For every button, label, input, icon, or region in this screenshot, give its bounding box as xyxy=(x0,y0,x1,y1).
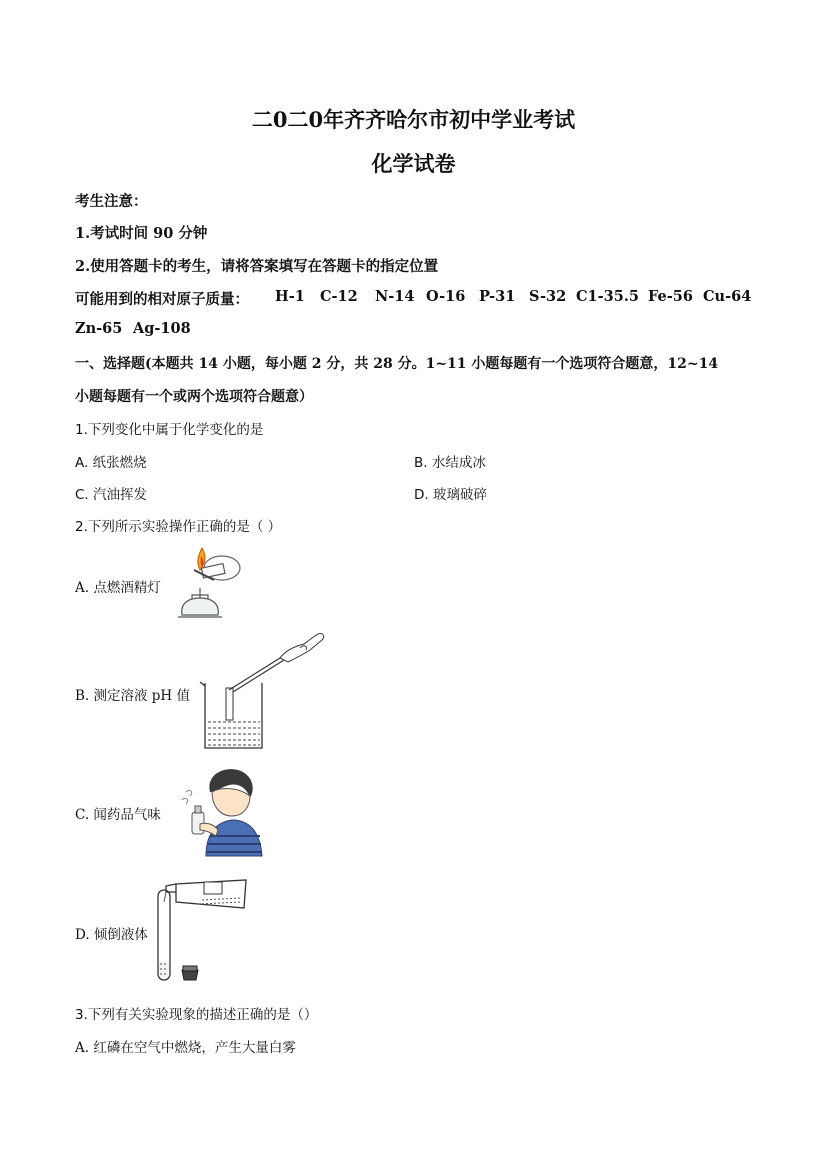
question-2-option-c[interactable]: C. 闻药品气味 xyxy=(75,807,161,823)
section-heading-line-1: 一、选择题(本题共 14 小题，每小题 2 分，共 28 分。1~11 小题每题有一个选项符合题意，12~14 xyxy=(75,356,719,372)
exam-title: 二0二0年齐齐哈尔市初中学业考试 xyxy=(251,107,576,132)
question-1-option-c[interactable]: C. 汽油挥发 xyxy=(75,487,148,503)
atomic-mass-item: C-12 xyxy=(320,288,358,305)
atomic-mass-row xyxy=(75,288,755,308)
exam-subtitle: 化学试卷 xyxy=(371,151,456,176)
smelling-chemical-illustration xyxy=(176,766,266,858)
atomic-mass-item: Zn-65 xyxy=(75,320,123,337)
notice-heading: 考生注意： xyxy=(75,193,148,210)
question-1-stem: 1.下列变化中属于化学变化的是 xyxy=(75,422,264,438)
question-2-option-d[interactable]: D. 倾倒液体 xyxy=(75,927,148,943)
atomic-mass-item: P-31 xyxy=(479,288,516,305)
atomic-mass-row-2 xyxy=(75,320,275,340)
atomic-mass-item: Ag-108 xyxy=(133,320,191,337)
atomic-mass-item: Cu-64 xyxy=(703,288,752,305)
atomic-mass-item: H-1 xyxy=(275,288,305,305)
question-1-option-a[interactable]: A. 纸张燃烧 xyxy=(75,455,147,471)
atomic-mass-item: S-32 xyxy=(529,288,567,305)
lighting-alcohol-lamp-illustration xyxy=(172,540,252,625)
atomic-mass-item: O-16 xyxy=(426,288,466,305)
question-2-option-a[interactable]: A. 点燃酒精灯 xyxy=(75,580,161,596)
question-3-stem: 3.下列有关实验现象的描述正确的是（） xyxy=(75,1007,318,1023)
question-2-option-b[interactable]: B. 测定溶液 pH 值 xyxy=(75,688,191,704)
atomic-mass-label: 可能用到的相对原子质量： xyxy=(75,291,249,308)
atomic-mass-item: Fe-56 xyxy=(648,288,693,305)
pouring-liquid-illustration xyxy=(152,872,252,987)
question-1-option-b[interactable]: B. 水结成冰 xyxy=(414,455,486,471)
ph-test-illustration xyxy=(200,628,330,753)
question-1-option-d[interactable]: D. 玻璃破碎 xyxy=(414,487,487,503)
notice-item-answer-card: 2.使用答题卡的考生，请将答案填写在答题卡的指定位置 xyxy=(75,258,439,275)
question-3-option-a[interactable]: A. 红磷在空气中燃烧，产生大量白雾 xyxy=(75,1040,296,1056)
section-heading-line-2: 小题每题有一个或两个选项符合题意） xyxy=(75,389,313,405)
atomic-mass-item: C1-35.5 xyxy=(576,288,639,305)
notice-item-time: 1.考试时间 90 分钟 xyxy=(75,225,208,242)
atomic-mass-item: N-14 xyxy=(375,288,415,305)
question-2-stem: 2.下列所示实验操作正确的是（ ） xyxy=(75,519,282,535)
